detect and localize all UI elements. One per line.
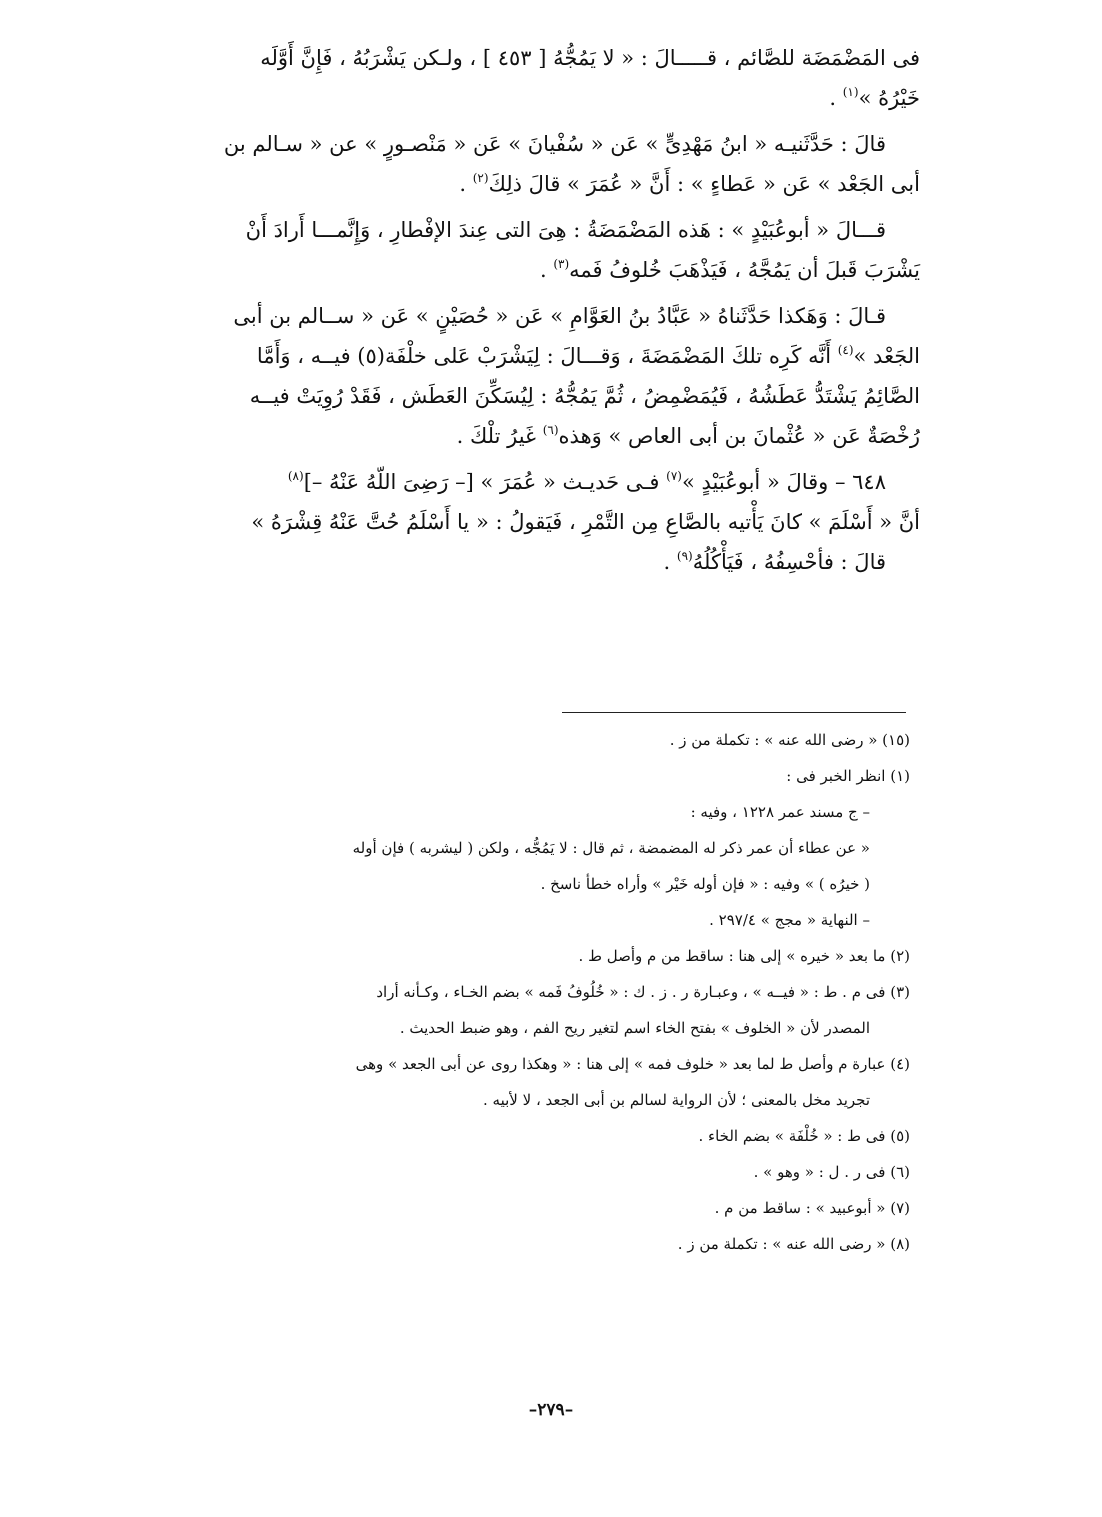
footnote: (٣) فى م . ط : « فيــه » ، وعبـارة ر . ز . ك : « خُلُوفُ فَمه » بضم الخـاء ، وكـأنه أراد [376, 983, 910, 1001]
footnote: (٦) فى ر . ل : « وهو » . [753, 1163, 910, 1181]
footnote-ref[interactable]: (٢) [472, 171, 489, 185]
footnote: تجريد مخل بالمعنى ؛ لأن الرواية لسالم بن أبى الجعد ، لا لأبيه . [483, 1091, 870, 1109]
body-line-5: قـــالَ « أبوعُبَيْدٍ » : هَذه المَضْمَضَةُ : هِىَ التى عِندَ الإفْطارِ ، وَإِنَّمـــا أَرادَ أَنْ [245, 218, 886, 242]
footnote-ref[interactable]: (٩) [676, 549, 693, 563]
body-line-7: قـالَ : وَهَكذا حَدَّثَناهُ « عَبَّادُ بنُ العَوَّامِ » عَن « حُصَيْنٍ » عَن « ســالم بن أبى [233, 304, 886, 328]
footnote: – النهاية « مجج » ٢٩٧/٤ . [709, 911, 870, 929]
footnote: – ج مسند عمر ١٢٢٨ ، وفيه : [690, 803, 870, 821]
footnote-ref[interactable]: (٣) [553, 257, 570, 271]
body-line-6: يَشْرَبَ قَبلَ أن يَمُجَّهُ ، فَيَذْهَبَ خُلوفُ فَمه$^{(٣)}$ . [539, 257, 920, 282]
body-line-2: خَيْرُهُ »$^{(١)}$ . [829, 85, 920, 110]
footnotes [140, 722, 910, 1262]
body-line-3: قالَ : حَدَّثَنيـه « ابنُ مَهْدِىٍّ » عَن « سُفْيانَ » عَن « مَنْصـورٍ » عن « سـالم بن [223, 132, 886, 156]
footnote: المصدر لأن « الخلوف » بفتح الخاء اسم لتغير ريح الفم ، وهو ضبط الحديث . [399, 1019, 870, 1037]
footnote-ref[interactable]: (١) [842, 85, 859, 99]
footnote-ref[interactable]: (٨) [287, 469, 304, 483]
footnote: (٧) « أبوعبيد » : ساقط من م . [714, 1199, 910, 1217]
body-line-13: قالَ : فأحْسِفُهُ ، فَيَأْكُلُهُ$^{(٩)}$ . [663, 549, 886, 574]
body-line-4: أبى الجَعْد » عَن « عَطاءٍ » : أَنَّ « عُمَرَ » قالَ ذلِكَ$^{(٢)}$ . [459, 171, 920, 196]
footnote-ref[interactable]: (٧) [666, 469, 682, 483]
body-line-9: الصَّائِمُ يَشْتَدُّ عَطَشُهُ ، فَيُمَضْمِضُ ، ثُمَّ يَمُجُّهُ : لِيُسَكِّنَ العَطَش ، فَقَدْ رُوِيَتْ فيــه [249, 384, 920, 408]
body-line-12: أنَّ « أَسْلَمَ » كانَ يَأْتيه بالصَّاعِ مِن التَّمْرِ ، فَيَقولُ : « يا أَسْلَمُ حُتَّ عَنْهُ قِشْرَهُ » [251, 510, 920, 534]
main-text [140, 38, 920, 582]
footnote: (٥) فى ط : « خُلْفَة » بضم الخاء . [698, 1127, 910, 1145]
footnote: ( خيرُه ) » وفيه : « فإن أوله خَيْر » وأراه خطأ ناسخ . [540, 875, 870, 893]
footnote: (١٥) « رضى الله عنه » : تكملة من ز . [669, 731, 910, 749]
footnote: (٨) « رضى الله عنه » : تكملة من ز . [677, 1235, 910, 1253]
body-line-10: رُخْصَةٌ عَن « عُثْمانَ بن أبى العاص » وَهذه$^{(٦)}$ غَيرُ تلْكَ . [456, 423, 920, 448]
footnote: (٤) عبارة م وأصل ط لما بعد « خلوف فمه » إلى هنا : « وهكذا روى عن أبى الجعد » وهى [355, 1055, 910, 1073]
footnote: (٢) ما بعد « خيره » إلى هنا : ساقط من م وأصل ط . [578, 947, 910, 965]
footnote-ref[interactable]: (٦) [542, 423, 559, 437]
footnote: « عن عطاء أن عمر ذكر له المضمضة ، ثم قال : لا يَمُجُّه ، ولكن ( ليشربه ) فإن أوله [352, 839, 870, 857]
footnote-divider [562, 712, 906, 713]
body-line-8: الجَعْد »$^{(٤)}$ أَنَّه كَرِه تلكَ المَضْمَضَةَ ، وَقـــالَ : لِيَشْرَبْ عَلى خلْفَة(٥) فيــه ، وَأَمَّا [256, 343, 920, 368]
body-line-1: فى المَضْمَضَة للصَّائم ، قـــــالَ : « لا يَمُجُّهُ [ ٤٥٣ ] ، ولـكن يَشْرَبُهُ ، فَإِنَّ أَوَّلَه [260, 46, 920, 70]
body-line-11: ٦٤٨ – وقالَ « أبوعُبَيْدٍ »$^{(٧)}$ فـى حَديـث « عُمَرَ » [– رَضِىَ اللّهُ عَنْهُ –]$^{(٨)}$ [287, 469, 886, 494]
footnote: (١) انظر الخبر فى : [786, 767, 910, 785]
footnote-ref[interactable]: (٤) [837, 343, 854, 357]
page-number: –٢٧٩– [528, 1400, 574, 1420]
